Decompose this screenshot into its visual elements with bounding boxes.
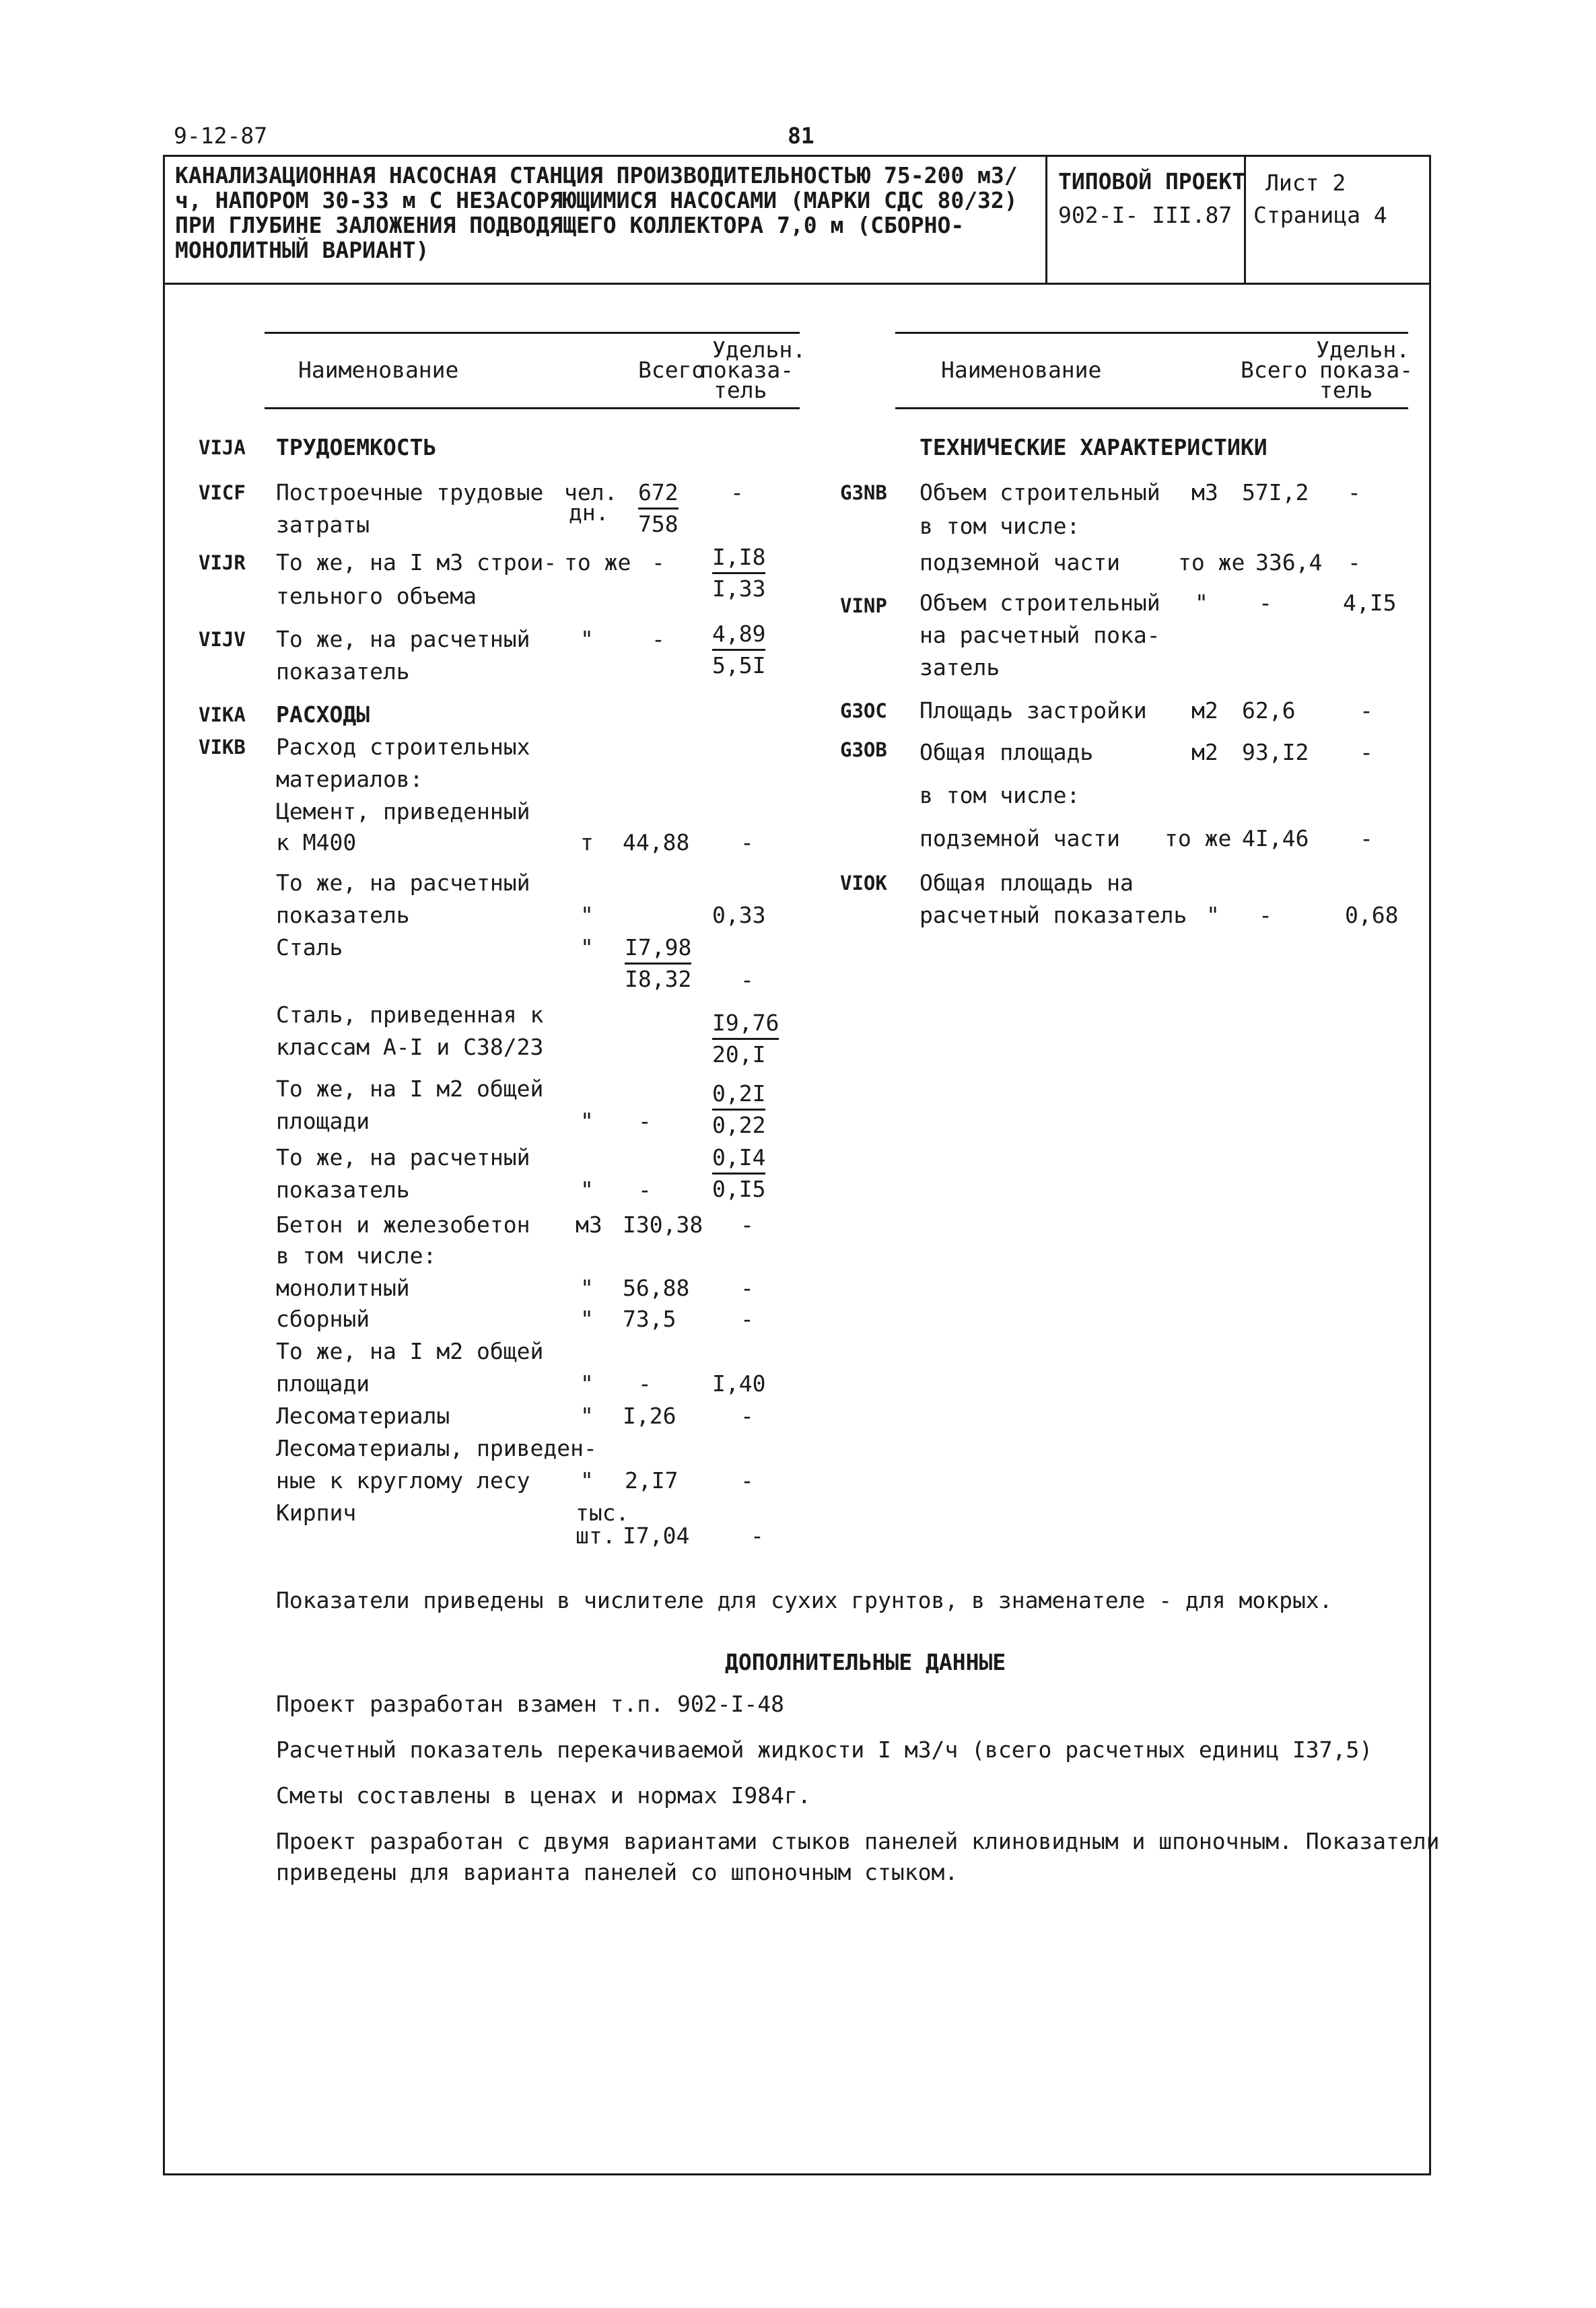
row-unit: " [580, 1177, 594, 1203]
row-code: VIJR [199, 551, 246, 574]
row-name: Общая площадь на [920, 870, 1134, 896]
row-specific: 4,I5 [1343, 590, 1397, 616]
row-total: 93,I2 [1242, 739, 1309, 765]
row-name: То же, на I м3 строи- [276, 549, 557, 575]
row-name: затель [920, 654, 1000, 680]
row-total: 56,88 [623, 1275, 690, 1301]
row-name: Лесоматериалы [276, 1403, 450, 1429]
row-unit: шт. [576, 1523, 616, 1549]
row-name: монолитный [276, 1275, 410, 1301]
section-title-tech: ТЕХНИЧЕСКИЕ ХАРАКТЕРИСТИКИ [920, 434, 1268, 460]
row-name: подземной части [920, 549, 1121, 575]
row-name: Кирпич [276, 1500, 357, 1526]
row-code: VIKA [199, 703, 246, 726]
row-code: VICF [199, 481, 246, 504]
left-col-total-header: Всего [638, 357, 705, 383]
row-total: I30,38 [623, 1212, 703, 1238]
row-total: - [638, 1370, 652, 1397]
row-total: 4I,46 [1242, 825, 1309, 851]
row-unit: " [580, 1108, 594, 1134]
row-specific: - [1360, 739, 1373, 765]
row-specific: - [740, 1306, 754, 1332]
row-specific: 0,33 [712, 902, 766, 928]
fraction-numerator: 4,89 [712, 621, 765, 651]
left-header-top-line [265, 332, 800, 334]
row-unit: т [580, 829, 594, 855]
row-name: То же, на I м2 общей [276, 1076, 544, 1102]
right-col-specific-header-2: показа- [1319, 357, 1414, 383]
row-name: Построечные трудовые [276, 479, 544, 505]
additional-paragraph: Расчетный показатель перекачиваемой жидкости I м3/ч (всего расчетных единиц I37,5) [276, 1737, 1373, 1763]
row-unit: то же [1165, 825, 1232, 851]
row-code: G3OB [840, 738, 887, 761]
row-code: VIKB [199, 736, 246, 759]
row-name: То же, на I м2 общей [276, 1338, 544, 1364]
row-specific: - [751, 1523, 764, 1549]
row-name: сборный [276, 1306, 370, 1332]
row-unit: м2 [1191, 739, 1218, 765]
row-unit: тыс. [576, 1500, 629, 1526]
left-col-name-header: Наименование [298, 357, 459, 383]
row-unit: " [580, 934, 594, 960]
left-col-specific-header-1: Удельн. [712, 337, 806, 363]
row-total-fraction [625, 934, 691, 993]
project-label: ТИПОВОЙ ПРОЕКТ [1058, 168, 1246, 195]
row-name: Общая площадь [920, 739, 1094, 765]
row-unit: " [580, 1370, 594, 1397]
additional-paragraph: Сметы составлены в ценах и нормах I984г. [276, 1782, 811, 1809]
row-code: VIJA [199, 436, 246, 459]
row-code: G3NB [840, 481, 887, 504]
row-unit: " [580, 1467, 594, 1494]
row-name: материалов: [276, 766, 423, 792]
row-specific: - [1360, 697, 1373, 724]
right-header-bottom-line [895, 407, 1408, 409]
fraction-numerator: 672 [638, 479, 679, 510]
row-specific: - [740, 1275, 754, 1301]
row-specific: 0,68 [1345, 902, 1399, 928]
row-name: ные к круглому лесу [276, 1467, 530, 1494]
row-name: в том числе: [920, 782, 1080, 808]
row-total-fraction [638, 479, 679, 538]
row-name: показатель [276, 658, 410, 685]
row-name: площади [276, 1370, 370, 1397]
right-col-total-header: Всего [1241, 357, 1308, 383]
row-name: То же, на расчетный [276, 870, 530, 896]
fraction-denominator: 20,I [712, 1041, 766, 1068]
fraction-numerator: I,I8 [712, 544, 765, 574]
row-total: - [1259, 902, 1272, 928]
fraction-numerator: I9,76 [712, 1010, 779, 1040]
row-specific: - [1348, 549, 1361, 575]
page-label: Страница 4 [1253, 202, 1387, 228]
title-block-bottom-line [163, 283, 1429, 285]
row-total: - [652, 626, 665, 652]
fraction-numerator: 0,I4 [712, 1144, 765, 1175]
row-name: То же, на расчетный [276, 1144, 530, 1170]
project-number: 902-I- III.87 [1058, 202, 1233, 228]
sheet-label: Лист 2 [1265, 170, 1346, 196]
fraction-denominator: 758 [638, 511, 679, 537]
row-name: Объем строительный [920, 479, 1160, 505]
row-total: 2,I7 [625, 1467, 679, 1494]
row-total: I,26 [623, 1403, 676, 1429]
title-block-divider-1 [1045, 155, 1047, 283]
row-specific: - [740, 1467, 754, 1494]
additional-data-title: ДОПОЛНИТЕЛЬНЫЕ ДАННЫЕ [725, 1649, 1006, 1675]
right-col-specific-header-3: тель [1319, 377, 1373, 403]
row-name: в том числе: [920, 513, 1080, 539]
document-title: КАНАЛИЗАЦИОННАЯ НАСОСНАЯ СТАНЦИЯ ПРОИЗВОДИТЕЛЬНОСТЬЮ 75-200 м3/ч, НАПОРОМ 30-33 м С НЕЗАСОРЯЮЩИМИСЯ НАСОСАМИ (МАРКИ СДС 80/32) ПРИ ГЛУБИНЕ ЗАЛОЖЕНИЯ ПОДВОДЯЩЕГО КОЛЛЕКТОРА 7,0 м (СБОРНО-МОНОЛИТНЫЙ ВАРИАНТ) [175, 162, 1018, 263]
left-header-bottom-line [265, 407, 800, 409]
right-header-top-line [895, 332, 1408, 334]
row-total: 336,4 [1255, 549, 1323, 575]
row-name: Площадь застройки [920, 697, 1147, 724]
row-unit: дн. [569, 499, 609, 526]
right-col-specific-header-1: Удельн. [1316, 337, 1410, 363]
row-name: показатель [276, 902, 410, 928]
row-code: VIOK [840, 872, 887, 895]
row-total: I7,04 [623, 1523, 690, 1549]
row-name: показатель [276, 1177, 410, 1203]
row-unit: то же [564, 549, 631, 575]
row-name: затраты [276, 512, 370, 538]
fraction-denominator: 5,5I [712, 652, 766, 678]
note-text: Показатели приведены в числителе для сухих грунтов, в знаменателе - для мокрых. [276, 1587, 1333, 1613]
row-name: Расход строительных [276, 734, 530, 760]
row-total: 62,6 [1242, 697, 1296, 724]
fraction-numerator: 0,2I [712, 1080, 765, 1111]
row-name: тельного объема [276, 583, 477, 609]
row-total: - [652, 549, 665, 575]
right-col-name-header: Наименование [941, 357, 1102, 383]
row-name: классам А-I и С38/23 [276, 1034, 544, 1060]
row-specific: - [730, 479, 744, 505]
row-name: расчетный показатель [920, 902, 1187, 928]
section-title-costs: РАСХОДЫ [276, 701, 370, 728]
row-specific: - [740, 829, 754, 855]
row-name: То же, на расчетный [276, 626, 530, 652]
fraction-denominator: I8,32 [625, 966, 692, 992]
left-col-specific-header-2: показа- [700, 357, 794, 383]
row-specific: - [740, 1403, 754, 1429]
row-specific: - [740, 1212, 754, 1238]
row-name: Лесоматериалы, приведен- [276, 1435, 597, 1461]
row-total: - [638, 1108, 652, 1134]
row-code: VINP [840, 594, 887, 617]
row-specific: - [1348, 479, 1361, 505]
row-name: Сталь, приведенная к [276, 1002, 544, 1028]
row-total: - [1259, 590, 1272, 616]
row-code: VIJV [199, 628, 246, 651]
row-unit: чел. [564, 479, 618, 505]
additional-paragraph: Проект разработан с двумя вариантами стыков панелей клиновидным и шпоночным. Показатели [276, 1828, 1440, 1854]
row-name: в том числе: [276, 1243, 437, 1269]
row-total: - [638, 1177, 652, 1203]
row-specific: - [1360, 825, 1373, 851]
section-title-labor: ТРУДОЕМКОСТЬ [276, 434, 437, 460]
row-total: 73,5 [623, 1306, 676, 1332]
row-unit: м3 [1191, 479, 1218, 505]
row-unit: " [580, 626, 594, 652]
row-name: Бетон и железобетон [276, 1212, 530, 1238]
fraction-denominator: 0,22 [712, 1112, 766, 1138]
row-unit: " [1195, 590, 1208, 616]
row-total: 44,88 [623, 829, 690, 855]
row-name: к М400 [276, 829, 357, 855]
row-specific-fraction [712, 621, 765, 679]
row-name: подземной части [920, 825, 1121, 851]
row-unit: " [580, 1403, 594, 1429]
row-unit: м2 [1191, 697, 1218, 724]
row-name: Объем строительный [920, 590, 1160, 616]
left-col-specific-header-3: тель [714, 377, 767, 403]
row-unit: м3 [576, 1212, 602, 1238]
row-unit: то же [1178, 549, 1245, 575]
row-specific-fraction [712, 1144, 765, 1203]
row-specific-fraction [712, 1080, 765, 1139]
document-code: 9-12-87 [174, 123, 268, 149]
row-unit: " [580, 1306, 594, 1332]
row-unit: " [580, 1275, 594, 1301]
additional-paragraph: приведены для варианта панелей со шпоночным стыком. [276, 1859, 959, 1885]
row-specific-fraction [712, 544, 765, 602]
row-name: площади [276, 1108, 370, 1134]
fraction-denominator: I,33 [712, 575, 766, 602]
fraction-numerator: I7,98 [625, 934, 691, 965]
row-specific: I,40 [712, 1370, 766, 1397]
row-specific-fraction [712, 1010, 779, 1068]
row-code: G3OC [840, 699, 887, 722]
row-specific: - [740, 967, 754, 993]
row-total: 57I,2 [1242, 479, 1309, 505]
row-name: Сталь [276, 934, 343, 960]
fraction-denominator: 0,I5 [712, 1176, 766, 1202]
row-name: на расчетный пока- [920, 622, 1160, 648]
row-name: Цемент, приведенный [276, 798, 530, 825]
page-number: 81 [788, 123, 814, 149]
additional-paragraph: Проект разработан взамен т.п. 902-I-48 [276, 1691, 784, 1717]
row-unit: " [1206, 902, 1220, 928]
row-unit: " [580, 902, 594, 928]
